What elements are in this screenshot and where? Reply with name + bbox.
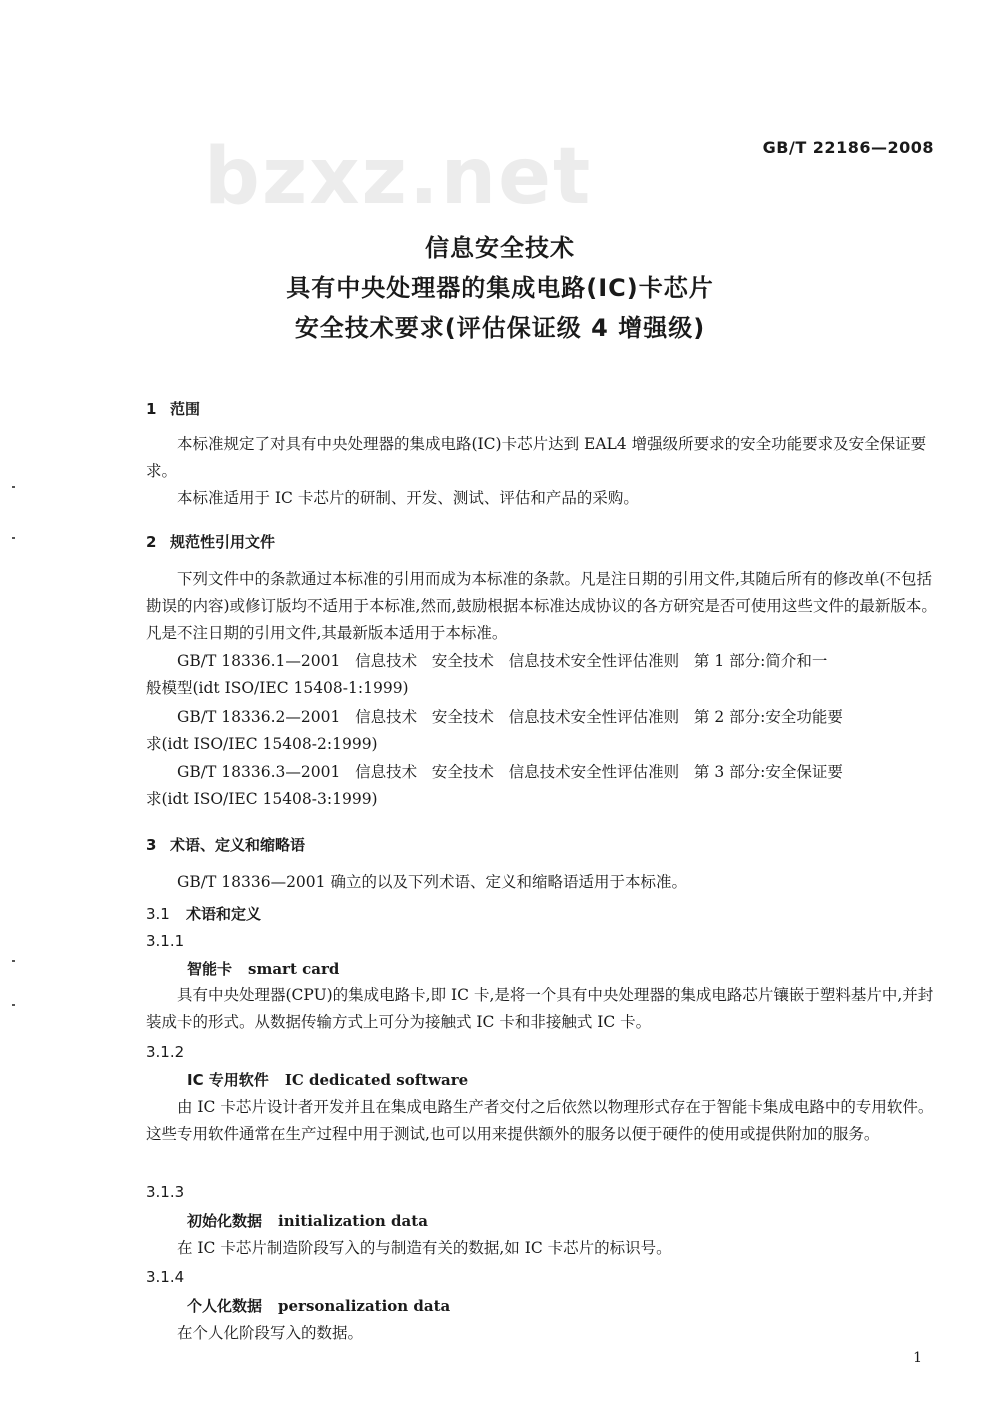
reference-line-2: 求(idt ISO/IEC 15408-3:1999) [146, 790, 378, 808]
scan-mark [12, 960, 15, 962]
term-definition: 具有中央处理器(CPU)的集成电路卡,即 IC 卡,是将一个具有中央处理器的集成电路芯片镶嵌于塑料基片中,并封装成卡的形式。从数据传输方式上可分为接触式 IC 卡和非接触式 IC 卡。 [146, 986, 934, 1031]
reference-item [146, 759, 938, 813]
title-line-1: 信息安全技术 [425, 234, 575, 262]
section-1-para-2: 本标准适用于 IC 卡芯片的研制、开发、测试、评估和产品的采购。 [177, 489, 639, 507]
standard-code: GB/T 22186—2008 [762, 138, 934, 157]
section-1-para-1: 本标准规定了对具有中央处理器的集成电路(IC)卡芯片达到 EAL4 增强级所要求的安全功能要求及安全保证要求。 [146, 435, 927, 480]
term-en: smart card [248, 960, 340, 978]
title-line-3: 安全技术要求(评估保证级 4 增强级) [294, 314, 706, 342]
section-1-heading [146, 398, 200, 419]
term-number: 3.1.3 [146, 1183, 185, 1201]
reference-line-2: 般模型(idt ISO/IEC 15408-1:1999) [146, 679, 409, 697]
section-title: 范围 [170, 400, 201, 418]
page-number: 1 [913, 1350, 922, 1366]
term-en: initialization data [278, 1212, 428, 1230]
scan-mark [12, 486, 15, 488]
scan-mark [12, 1004, 15, 1006]
subsection-3-1-heading [146, 903, 261, 924]
section-number: 1 [146, 400, 157, 418]
reference-line-1: GB/T 18336.1—2001 信息技术 安全技术 信息技术安全性评估准则 第 1 部分:简介和一 [177, 652, 828, 670]
subsection-title: 术语和定义 [186, 905, 262, 923]
subsection-number: 3.1 [146, 905, 170, 923]
term-name [187, 958, 339, 979]
section-3-para-1: GB/T 18336—2001 确立的以及下列术语、定义和缩略语适用于本标准。 [177, 873, 687, 891]
section-2-heading [146, 531, 275, 552]
term-name [187, 1210, 428, 1231]
term-definition: 在 IC 卡芯片制造阶段写入的与制造有关的数据,如 IC 卡芯片的标识号。 [177, 1239, 672, 1257]
term-definition: 在个人化阶段写入的数据。 [177, 1324, 364, 1342]
term-name [187, 1295, 450, 1316]
reference-line-1: GB/T 18336.2—2001 信息技术 安全技术 信息技术安全性评估准则 第 2 部分:安全功能要 [177, 708, 843, 726]
term-en: IC dedicated software [284, 1071, 469, 1089]
section-2-para-1: 下列文件中的条款通过本标准的引用而成为本标准的条款。凡是注日期的引用文件,其随后所有的修改单(不包括勘误的内容)或修订版均不适用于本标准,然而,鼓励根据本标准达成协议的各方研究是否可使用这些文件的最新版本。凡是不注日期的引用文件,其最新版本适用于本标准。 [146, 570, 937, 642]
scan-mark [12, 537, 15, 539]
term-en: personalization data [278, 1297, 451, 1315]
term-definition: 由 IC 卡芯片设计者开发并且在集成电路生产者交付之后依然以物理形式存在于智能卡集成电路中的专用软件。这些专用软件通常在生产过程中用于测试,也可以用来提供额外的服务以便于硬件的使用或提供附加的服务。 [146, 1098, 934, 1143]
section-number: 2 [146, 533, 157, 551]
section-title: 术语、定义和缩略语 [170, 836, 306, 854]
term-number: 3.1.1 [146, 932, 185, 950]
term-number: 3.1.4 [146, 1268, 185, 1286]
title-line-2: 具有中央处理器的集成电路(IC)卡芯片 [286, 274, 714, 302]
watermark: bzxz.net [204, 132, 593, 222]
term-zh: 个人化数据 [187, 1297, 263, 1315]
section-3-heading [146, 834, 305, 855]
reference-line-1: GB/T 18336.3—2001 信息技术 安全技术 信息技术安全性评估准则 第 3 部分:安全保证要 [177, 763, 843, 781]
term-number: 3.1.2 [146, 1043, 185, 1061]
term-name [187, 1069, 468, 1090]
section-number: 3 [146, 836, 157, 854]
section-title: 规范性引用文件 [170, 533, 276, 551]
term-zh: 初始化数据 [187, 1212, 263, 1230]
reference-line-2: 求(idt ISO/IEC 15408-2:1999) [146, 735, 378, 753]
reference-item [146, 704, 938, 758]
reference-item [146, 648, 938, 702]
term-zh: IC 专用软件 [187, 1071, 269, 1089]
term-zh: 智能卡 [187, 960, 233, 978]
